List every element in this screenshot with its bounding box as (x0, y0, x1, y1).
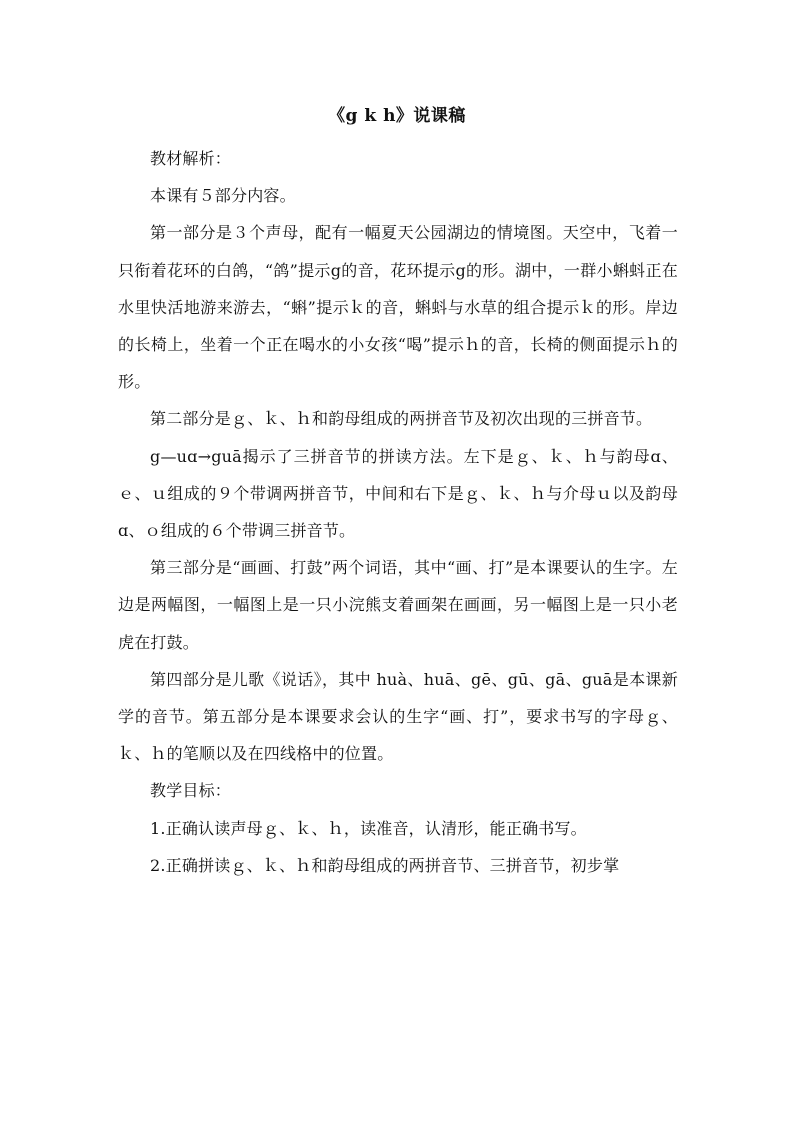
paragraph-part-one: 第一部分是３个声母，配有一幅夏天公园湖边的情境图。天空中，飞着一只衔着花环的白鸽，“鸽”提示g的音，花环提示g的形。湖中，一群小蝌蚪正在水里快活地游来游去，“蝌”提示ｋ的音，蝌蚪与水草的组合提示ｋ的形。岸边的长椅上，坐着一个正在喝水的小女孩“喝”提示ｈ的音，长椅的侧面提示ｈ的形。 (118, 223, 678, 392)
paragraph-teaching-goals-heading: 教学目标： (150, 781, 232, 801)
document-title: 《g k h》说课稿 (328, 106, 466, 126)
paragraph-overview: 本课有５部分内容。 (150, 186, 296, 206)
paragraph-part-three: 第三部分是“画画、打鼓”两个词语，其中“画、打”是本课要认的生字。左边是两幅图，一幅图上是一只小浣熊支着画架在画画，另一幅图上是一只小老虎在打鼓。 (118, 558, 678, 652)
document-body (118, 140, 678, 884)
paragraph-part-two: 第二部分是ｇ、ｋ、ｈ和韵母组成的两拼音节及初次出现的三拼音节。 (150, 409, 653, 429)
paragraph-part-four-five: 第四部分是儿歌《说话》，其中 huà、huā、gē、gū、gā、guā是本课新学的音节。第五部分是本课要求会认的生字“画、打”，要求书写的字母ｇ、ｋ、ｈ的笔顺以及在四线格中的位置。 (118, 669, 678, 764)
paragraph-textbook-analysis-heading: 教材解析： (150, 149, 232, 168)
paragraph-three-syllable-method: g—uɑ→guā揭示了三拼音节的拼读方法。左下是ｇ、ｋ、ｈ与韵母ɑ、ｅ、ｕ组成的９个带调两拼音节，中间和右下是ｇ、ｋ、ｈ与介母ｕ以及韵母ɑ、ｏ组成的６个带调三拼音节。 (118, 446, 678, 541)
paragraph-goal-1: 1.正确认读声母ｇ、ｋ、ｈ，读准音，认清形，能正确书写。 (150, 818, 587, 838)
paragraph-goal-2: 2.正确拼读ｇ、ｋ、ｈ和韵母组成的两拼音节、三拼音节，初步掌 (150, 855, 620, 875)
